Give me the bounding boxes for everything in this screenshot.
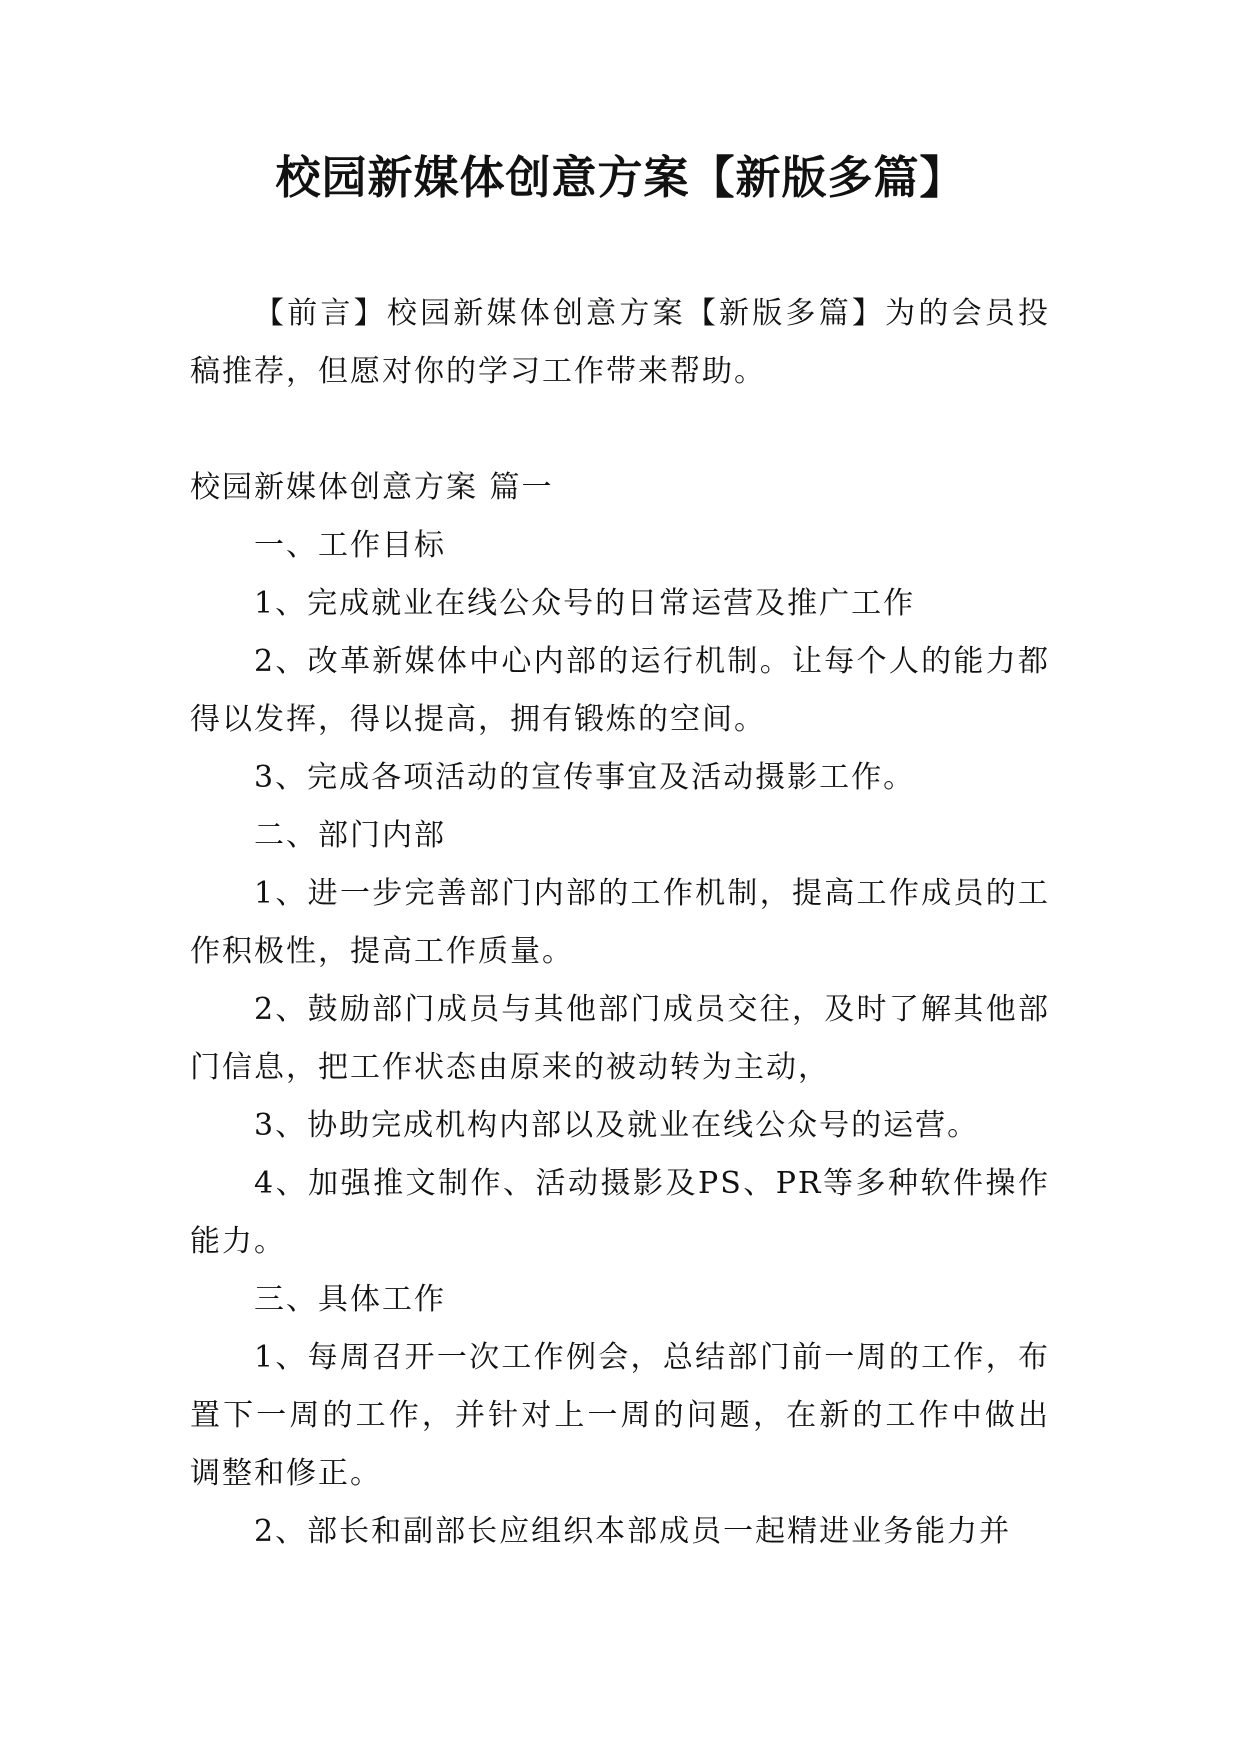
heading-department-internal: 二、部门内部 xyxy=(254,818,446,853)
paragraph: 1、每周召开一次工作例会，总结部门前一周的工作，布置下一周的工作，并针对上一周的问题，在新的工作中做出调整和修正。 xyxy=(190,1340,1050,1491)
heading-work-goals: 一、工作目标 xyxy=(254,528,446,563)
paragraph: 2、鼓励部门成员与其他部门成员交往，及时了解其他部门信息，把工作状态由原来的被动转为主动， xyxy=(190,992,1050,1085)
section-title: 校园新媒体创意方案 篇一 xyxy=(190,470,554,505)
paragraph: 1、进一步完善部门内部的工作机制，提高工作成员的工作积极性，提高工作质量。 xyxy=(190,876,1050,969)
paragraph: 2、部长和副部长应组织本部成员一起精进业务能力并 xyxy=(254,1514,1012,1549)
paragraph: 3、协助完成机构内部以及就业在线公众号的运营。 xyxy=(254,1108,980,1143)
paragraph: 4、加强推文制作、活动摄影及PS、PR等多种软件操作能力。 xyxy=(190,1166,1050,1259)
document-body xyxy=(190,285,1050,1561)
paragraph: 1、完成就业在线公众号的日常运营及推广工作 xyxy=(254,586,916,621)
paragraph: 2、改革新媒体中心内部的运行机制。让每个人的能力都得以发挥，得以提高，拥有锻炼的空间。 xyxy=(190,644,1050,737)
paragraph: 3、完成各项活动的宣传事宜及活动摄影工作。 xyxy=(254,760,916,795)
preface-paragraph: 【前言】校园新媒体创意方案【新版多篇】为的会员投稿推荐，但愿对你的学习工作带来帮助。 xyxy=(190,296,1050,389)
document-title: 校园新媒体创意方案【新版多篇】 xyxy=(275,151,966,204)
heading-specific-work: 三、具体工作 xyxy=(254,1282,446,1317)
